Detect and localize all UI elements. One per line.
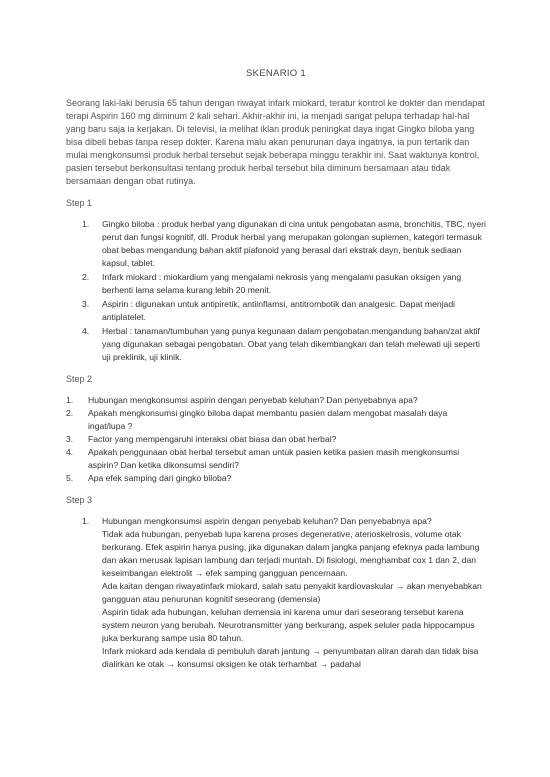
list-number: 4. xyxy=(66,447,74,457)
list-item xyxy=(66,515,486,671)
step1-heading: Step 1 xyxy=(66,198,93,208)
list-number: 5. xyxy=(66,473,74,483)
list-item-text: Infark miokard : miokardium yang mengalami nekrosis yang mengalami pasukan oksigen yang berhenti lama selama kurang lebih 20 menit. xyxy=(102,272,462,295)
list-item-text: Herbal : tanaman/tumbuhan yang punya kegunaan dalam pengobatan.mengandung bahan/zat aktif yang digunakan sebagai pengobatan. Obat yang telah dikembangkan dan telah melewati uji seperti uji preklinik, uji klinik. xyxy=(102,326,480,362)
list-number: 1. xyxy=(82,219,90,229)
list-item xyxy=(66,394,486,407)
answer-paragraph: Tidak ada hubungan, penyebab lupa karena proses degenerative, aterioskelrosis, volume otak berkurang. Efek aspirin hanya pusing, jika digunakan dalam jangka panjang efeknya pada lambung dan akan merusak lapisan lambung dan terjadi muntah. Di fisiologi, menghambat cox 1 dan 2, dan keseimbangan elektrolit → efek samping gangguan pencernaan. xyxy=(102,529,480,578)
list-item-text: Apakah penggunaan obat herbal tersebut aman untuk pasien ketika pasien masih mengkonsumsi aspirin? Dan ketika dikonsumsi sendiri? xyxy=(88,447,460,470)
list-item-text: Apa efek samping dari gingko biloba? xyxy=(88,473,232,483)
answer-paragraph: Infark miokard ada kendala di pembuluh darah jantung → penyumbatan aliran darah dan tidak bisa dialirkan ke otak → konsumsi oksigen ke otak terhambat → padahal xyxy=(102,646,479,669)
list-number: 1. xyxy=(66,395,74,405)
list-item-text: Hubungan mengkonsumsi aspirin dengan penyebab keluhan? Dan penyebabnya apa? xyxy=(88,395,418,405)
list-item-title: Hubungan mengkonsumsi aspirin dengan penyebab keluhan? Dan penyebabnya apa? xyxy=(102,516,432,526)
step1-list xyxy=(66,218,486,364)
list-item xyxy=(66,271,486,297)
step2-heading: Step 2 xyxy=(66,374,93,384)
list-item xyxy=(66,325,486,364)
list-number: 3. xyxy=(66,434,74,444)
step3-heading: Step 3 xyxy=(66,495,93,505)
list-item xyxy=(66,472,486,485)
answer-paragraph: Aspirin tidak ada hubungan, keluhan demensia ini karena umur dari seseorang tersebut karena system neuron yang berubah. Neurotransmitter yang berkurang, aspek seluler pada hippocampus juka berkurang sampe usia 80 tahun. xyxy=(102,607,475,643)
step3-list xyxy=(66,515,486,671)
list-item xyxy=(66,218,486,270)
answer-paragraph: Ada kaitan dengan riwayatinfark miokard, salah satu penyakit kardiovaskular → akan menyebabkan gangguan atau penurunan kognitif seseorang (demensia) xyxy=(102,581,482,604)
list-item xyxy=(66,433,486,446)
list-number: 2. xyxy=(82,272,90,282)
list-item xyxy=(66,407,486,433)
list-number: 2. xyxy=(66,408,74,418)
list-item xyxy=(66,446,486,472)
list-item-text: Aspirin : digunakan untuk antipiretik, antiinflamsi, antitrombotik dan analgesic. Dapat menjadi antiplatelet. xyxy=(102,299,456,322)
step2-list xyxy=(66,394,486,485)
list-item xyxy=(66,298,486,324)
list-item-text: Factor yang mempengaruhi interaksi obat biasa dan obat herbal? xyxy=(88,434,337,444)
list-number: 1. xyxy=(82,516,90,526)
list-number: 4. xyxy=(82,326,90,336)
document-title: SKENARIO 1 xyxy=(245,68,307,79)
list-number: 3. xyxy=(82,299,90,309)
scenario-paragraph: Seorang laki-laki berusia 65 tahun dengan riwayat infark miokard, teratur kontrol ke dokter dan mendapat terapi Aspirin 160 mg diminum 2 kali sehari. Akhir-akhir ini, ia menjadi sangat pelupa terhadap hal-hal yang baru saja ia kerjakan. Di televisi, ia melihat iklan produk peningkat daya ingat Gingko biloba yang bisa dibeli bebas tanpa resep dokter. Karena malu akan penurunan daya ingatnya, ia pun tertarik dan mulai mengkonsumsi produk herbal tersebut sejak beberapa minggu terakhir ini. Saat waktunya kontrol, pasien tersebut berkonsultasi tentang produk herbal tersebut bila diminum bersamaan atau tidak bersamaan dengan obat rutinya. xyxy=(66,98,485,186)
list-item-text: Gingko biloba : produk herbal yang digunakan di cina untuk pengobatan asma, bronchitis, TBC, nyeri perut dan fungsi kognitif, dll. Produk herbal yang merupakan golongan suplemen, kategori termasuk obat bebas mengandung bahan aktif piafonoid yang berasal dari ekstrak dayn, bentuk sediaan kapsul, tablet. xyxy=(102,219,486,268)
list-item-text: Apakah mengkonsumsi gingko biloba dapat membantu pasien dalam mengobat masalah daya ingat/lupa ? xyxy=(88,408,448,431)
